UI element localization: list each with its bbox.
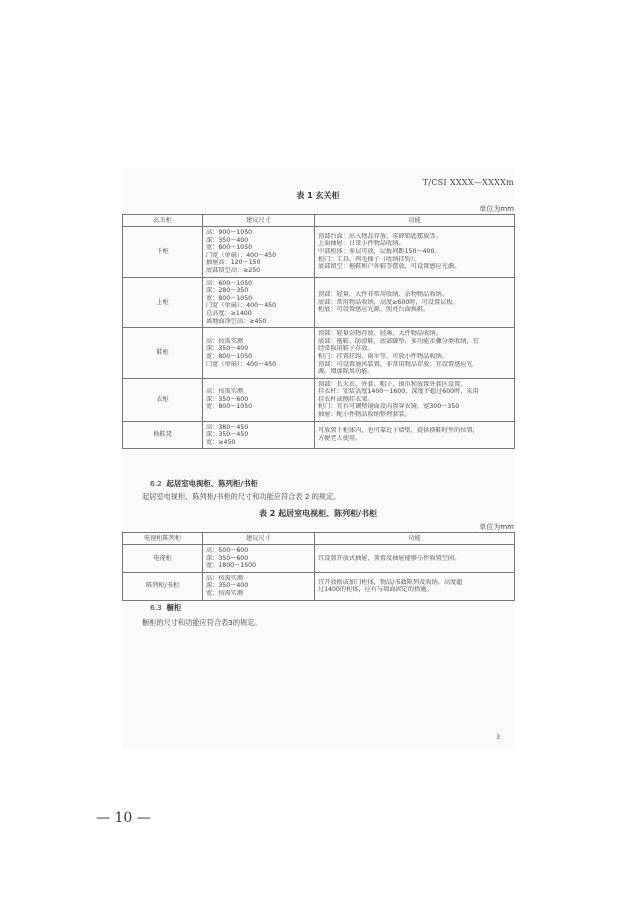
section-number: 6.2 — [150, 479, 162, 488]
size-cell — [203, 328, 315, 379]
function-cell — [315, 572, 515, 600]
table-row — [123, 545, 515, 573]
table1-header-cell: 功能 — [315, 215, 515, 227]
table-row — [123, 421, 515, 449]
function-cell — [315, 328, 515, 379]
table1-header-cell: 建议尺寸 — [203, 215, 315, 227]
row-name-cell: 下柜 — [123, 227, 203, 278]
table-row — [123, 328, 515, 379]
function-line: 可放置于柜体内，也可靠近于墙壁，提供换鞋时坐的位置， — [318, 427, 479, 435]
size-line: 高：380～450 — [206, 423, 249, 431]
size-line: 深：350～400 — [206, 582, 249, 590]
size-line: 深：280～350 — [206, 287, 249, 295]
page-number: 3 — [496, 733, 501, 741]
size-line: 高：900～1050 — [206, 229, 253, 236]
table2 — [122, 532, 515, 601]
function-line: 柜门：挂置挂钩、雨伞等，可放小件物品收纳。 — [318, 352, 448, 360]
size-line: 高：500～600 — [206, 547, 249, 554]
function-line: 过1400的柜体，应有与墙面固定的措施。 — [318, 586, 433, 594]
function-line: 抽屉：配小件物品收纳整理套装。 — [318, 411, 411, 419]
row-name-cell: 鞋柜 — [123, 328, 203, 379]
function-line: 顶部：长大衣、外套、帽子、围巾和放置外套区设置。 — [318, 380, 467, 388]
size-line: 深：350～400 — [206, 236, 249, 244]
function-line: 顶部：轻量杂物存放、轻薄、大件物品收纳。 — [318, 330, 442, 338]
section-title: 起居室电视柜、陈列柜/书柜 — [166, 479, 258, 488]
size-line: 底部留空高：≥250 — [206, 266, 261, 274]
function-line: 柜底：可设置感应光源，照亮台面换鞋。 — [318, 306, 430, 314]
size-line: 宽：≥450 — [206, 438, 236, 446]
function-line: 底部留空：拖鞋和户外鞋等摆放，可设置感应光源。 — [318, 263, 461, 271]
size-line: 深：350～600 — [206, 395, 249, 403]
table2-unit: 单位为mm — [479, 523, 514, 531]
function-line: 顶部：轻量、大件非常用收纳、杂物物品收纳。 — [318, 290, 448, 298]
function-line: 底部：常用物品收纳，高度≥600时，可设置层板。 — [318, 298, 459, 306]
table-row — [123, 227, 515, 278]
size-cell — [203, 277, 315, 328]
function-line: 宜开放格或加门柜体，物品/书籍陈列及收纳。高度超 — [318, 578, 463, 586]
footer-page-number: — 10 — — [96, 810, 151, 826]
size-line: 高：按需实测 — [206, 388, 244, 396]
size-line: 宽：800～1050 — [206, 294, 253, 302]
size-line: 宽：800～1050 — [206, 403, 253, 411]
row-name-cell: 衣柜 — [123, 378, 203, 421]
size-line: 宽：800～1050 — [206, 244, 253, 252]
function-cell — [315, 378, 515, 421]
function-line: 底部：拖鞋、防滑鞋，底部脚垫、多功能步骤分类收纳，宜 — [318, 337, 479, 345]
table2-header-cell: 建议尺寸 — [203, 533, 315, 545]
function-line: 柜门：工具、鸡毛掸子（收纳挂钩）。 — [318, 255, 421, 263]
size-cell — [203, 545, 315, 573]
size-line: 深：350～450 — [206, 431, 249, 439]
size-cell — [203, 227, 315, 278]
function-cell — [315, 277, 515, 328]
table1-unit: 单位为mm — [479, 205, 514, 213]
size-line: 深：350～600 — [206, 554, 249, 562]
table2-header-cell: 电视柜陈列柜 — [123, 533, 203, 545]
table-row — [123, 572, 515, 600]
table1-header-cell: 玄关柜 — [123, 215, 203, 227]
size-line: 离地面净空高：≥450 — [206, 317, 267, 325]
section-6-2-paragraph: 起居室电视柜、陈列柜/书柜的尺寸和功能应符合表 2 的规定。 — [142, 492, 341, 501]
function-line: 经常取用鞋子存放。 — [318, 345, 374, 353]
function-cell — [315, 227, 515, 278]
section-6-3-paragraph: 橱柜的尺寸和功能应符合表3的规定。 — [142, 618, 262, 627]
table1 — [122, 214, 515, 449]
size-line: 宽：800～1050 — [206, 352, 253, 360]
size-line: 高：按需实测 — [206, 574, 244, 582]
table1-header-row — [123, 215, 515, 227]
function-line: 上面抽屉：日常小件物品收纳。 — [318, 240, 405, 248]
size-line: 门宽（单扇）：400～450 — [206, 360, 277, 368]
table1-caption: 表 1 玄关柜 — [296, 191, 340, 200]
size-cell — [203, 378, 315, 421]
section-title: 橱柜 — [166, 603, 182, 612]
row-name-cell: 电视柜 — [123, 545, 203, 573]
size-line: 门宽（单扇）：400～450 — [206, 251, 277, 259]
function-line: 挂衣杆：安装高度1400～1600，深度不超过600时，采用 — [318, 388, 479, 396]
size-line: 高：600～1050 — [206, 279, 253, 287]
function-line: 源。增加除臭功能。 — [318, 368, 374, 376]
table2-header-cell: 功能 — [315, 533, 515, 545]
section-6-2-heading — [150, 478, 258, 489]
function-line: 中部柜体：多层可放，层板间距150～400。 — [318, 247, 441, 255]
function-line: 挂衣杆或侧挂衣架。 — [318, 395, 374, 403]
size-line: 宽：按需实测 — [206, 589, 244, 597]
function-line: 宜设置开放式抽屉，顶置及抽屉能够小件收置空间。 — [318, 554, 461, 562]
function-line: 方便老人使用。 — [318, 435, 362, 443]
function-cell — [315, 421, 515, 449]
table2-header-row — [123, 533, 515, 545]
size-line: 总高度：≥1400 — [206, 309, 252, 317]
row-name-cell: 上柜 — [123, 277, 203, 328]
size-line: 抽屉高：120～150 — [206, 259, 261, 267]
row-name-cell: 换鞋凳 — [123, 421, 203, 449]
function-cell — [315, 545, 515, 573]
row-name-cell: 陈列柜/书柜 — [123, 572, 203, 600]
table-row — [123, 378, 515, 421]
section-6-3-heading — [150, 602, 181, 613]
size-cell — [203, 572, 315, 600]
size-line: 高：按需实测 — [206, 337, 244, 345]
size-line: 宽：1800～1500 — [206, 562, 257, 570]
table-row — [123, 277, 515, 328]
size-line: 门宽（单扇）：400～450 — [206, 302, 277, 310]
size-cell — [203, 421, 315, 449]
section-number: 6.3 — [150, 603, 162, 612]
function-line: 顶部台面：出入物品存放、零碎钥匙摆放等。 — [318, 232, 442, 240]
function-line: 顶部：可设置通风装置，非常用物品存放；宜设置感应光 — [318, 360, 473, 368]
function-line: 柜门：宜有可调整镜面及内置穿衣镜，宽300～350 — [318, 403, 460, 411]
document-id: T/CSI XXXX—XXXXm — [422, 178, 514, 187]
size-line: 深：350～400 — [206, 345, 249, 353]
table2-caption: 表 2 起居室电视柜、陈列柜/书柜 — [258, 509, 378, 518]
